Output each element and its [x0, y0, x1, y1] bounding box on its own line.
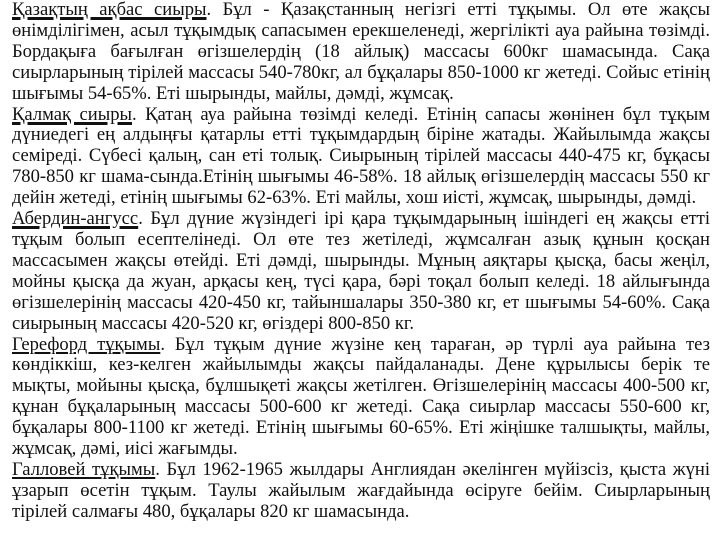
section-title: Қалмақ сиыры [12, 103, 132, 125]
section-body: . Бұл - Қазақстанның негізгі етті тұқымы. Ол өте жақсы өнімділігімен, асыл тұқымдық сапасымен ерекшеленеді, жергілікті ауа райына төзімді. Бордақыға бағылған өгізшелердің (18 айлық) массасы 600кг шамасында. Сақа сиырларының тірілей массасы 540-780кг, ал бұқалары 850-1000 кг жетеді. Сойыс етінің шығымы 54-65%. Еті шырынды, майлы, дәмді, жұмсақ. [12, 0, 710, 104]
section-kazakh-whitehead [12, 0, 710, 105]
section-title: Галловей тұқымы [12, 458, 156, 480]
section-aberdeen-angus [12, 209, 710, 334]
section-title: Қазақтың ақбас сиыры [12, 0, 207, 20]
section-title: Герефорд тұқымы [12, 333, 161, 355]
section-title: Абердин-ангусс [12, 208, 139, 230]
section-galloway [12, 460, 710, 523]
section-body: . Бұл дүние жүзіндегі ірі қара тұқымдарының ішіндегі ең жақсы етті тұқым болып есептелінеді. Ол өте тез жетіледі, жұмсалған азық құнын қосқан массасымен жақсы өтейді. Еті дәмді, шырынды. Мұның аяқтары қысқа, басы жеңіл, мойны қысқа да жуан, арқасы кең, түсі қара, бәрі тоқал болып келеді. 18 айлығында өгізшелерінің массасы 420-450 кг, тайыншалары 350-380 кг, ет шығымы 54-60%. Сақа сиырының массасы 420-520 кг, өгіздері 800-850 кг. [12, 208, 710, 334]
section-kalmyk [12, 105, 710, 210]
document-page [12, 0, 710, 523]
section-hereford [12, 335, 710, 460]
section-body: . Қатаң ауа райына төзімді келеді. Етінің сапасы жөнінен бұл тұқым дүниедегі ең алдыңғы қатарлы етті тұқымдардың біріне жатады. Жайылымда жақсы семіреді. Сүбесі қалың, сан еті толық. Сиырының тірілей массасы 440-475 кг, бұқасы 780-850 кг шама-сында.Етінің шығымы 46-58%. 18 айлық өгізшелердің массасы 550 кг дейін жетеді, етінің шығымы 62-63%. Еті майлы, хош иісті, жұмсақ, шырынды, дәмді. [12, 103, 710, 209]
section-body: . Бұл тұқым дүние жүзіне кең тараған, әр түрлі ауа райына тез көндіккіш, кез-келген жайылымды жақсы пайдаланады. Дене құрылысы берік те мықты, мойыны қысқа, бұлшықеті жақсы жетілген. Өгізшелерінің массасы 400-500 кг, құнан бұқаларының массасы 500-600 кг жетеді. Сақа сиырлар массасы 550-600 кг, бұқалары 800-1100 кг жетеді. Етінің шығымы 60-65%. Еті жіңішке талшықты, майлы, жұмсақ, дәмі, иісі жағымды. [12, 333, 711, 460]
section-body: . Бұл 1962-1965 жылдары Англиядан әкелінген мүйізсіз, қыста жүні ұзарып өсетін тұқым. Таулы жайылым жағдайында өсіруге бейім. Сиырларының тірілей салмағы 480, бұқалары 820 кг шамасында. [12, 458, 710, 522]
